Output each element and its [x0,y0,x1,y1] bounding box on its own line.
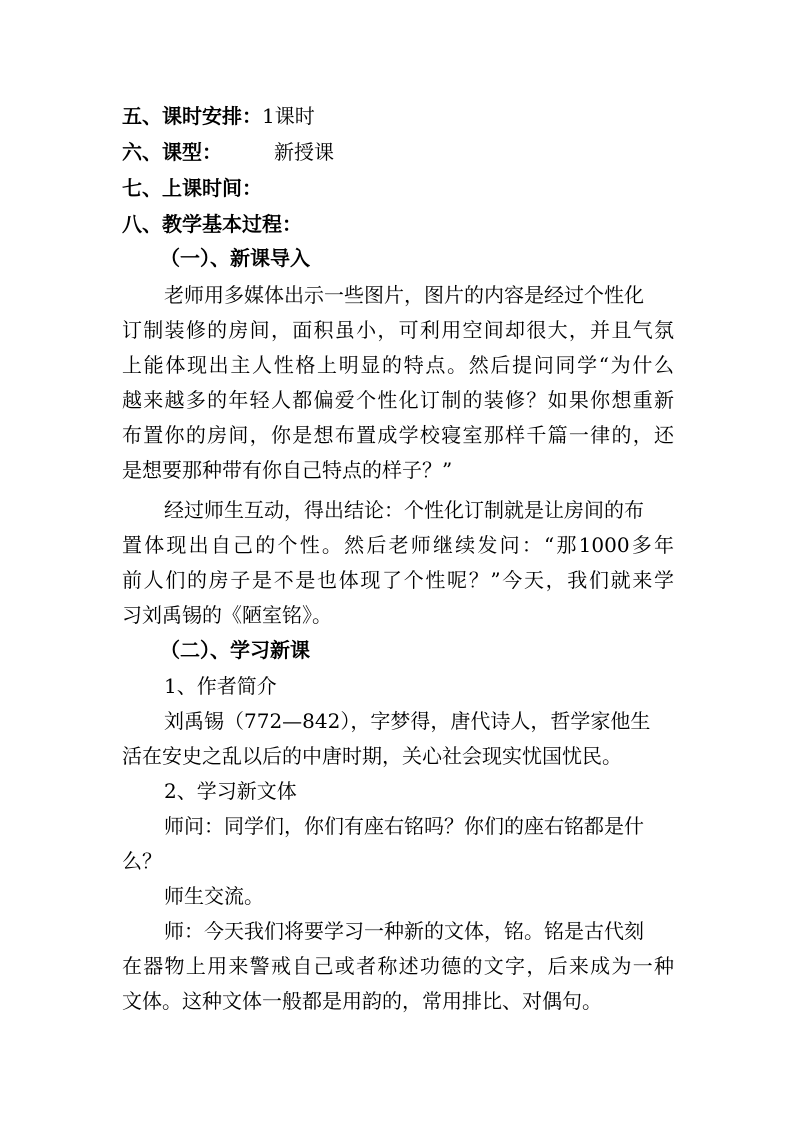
section-2-line-1: 1、作者简介 [164,674,277,698]
heading-lesson-type-value: 新授课 [274,140,334,164]
section-2-title: （二）、学习新课 [160,638,310,662]
section-2-line-10: 文体。这种文体一般都是用韵的，常用排比、对偶句。 [122,989,602,1013]
section-2-line-4: 2、学习新文体 [164,779,297,803]
section-2-line-8: 师：今天我们将要学习一种新的文体，铭。铭是古代刻 [164,919,644,943]
section-1-line-8: 置体现出自己的个性。然后老师继续发问：“那1000多年 [122,533,674,557]
section-1-line-1: 老师用多媒体出示一些图片，图片的内容是经过个性化 [164,283,644,307]
section-2-line-2: 刘禹锡（772—842），字梦得，唐代诗人，哲学家他生 [164,709,651,733]
section-2-line-3: 活在安史之乱以后的中唐时期，关心社会现实忧国忧民。 [122,744,622,768]
heading-teaching-process: 八、教学基本过程： [122,212,302,236]
section-2-line-6: 么？ [122,849,162,873]
section-2-line-5: 师问：同学们，你们有座右铭吗？你们的座右铭都是什 [164,814,644,838]
heading-class-hours-value: 1课时 [262,104,315,128]
section-1-line-2: 订制装修的房间，面积虽小，可利用空间却很大，并且气氛 [122,318,674,342]
section-1-line-4: 越来越多的年轻人都偏爱个性化订制的装修？如果你想重新 [122,388,674,412]
section-1-line-10: 习刘禹锡的《陋室铭》。 [122,603,332,627]
section-2-line-7: 师生交流。 [164,884,264,908]
section-1-line-9: 前人们的房子是不是也体现了个性呢？”今天，我们就来学 [122,568,674,592]
heading-class-hours-label: 五、课时安排： [122,104,262,128]
section-1-line-3: 上能体现出主人性格上明显的特点。然后提问同学“为什么 [122,353,674,377]
section-1-line-5: 布置你的房间，你是想布置成学校寝室那样千篇一律的，还 [122,423,674,447]
heading-class-hours [122,102,315,130]
heading-class-time: 七、上课时间： [122,176,262,200]
section-1-line-7: 经过师生互动，得出结论：个性化订制就是让房间的布 [164,498,644,522]
heading-lesson-type [122,138,334,166]
section-1-line-6: 是想要那种带有你自己特点的样子？” [122,458,453,482]
section-2-line-9: 在器物上用来警戒自己或者称述功德的文字，后来成为一种 [122,954,674,978]
section-1-title: （一）、新课导入 [160,246,310,270]
heading-lesson-type-label: 六、课型： [122,140,222,164]
